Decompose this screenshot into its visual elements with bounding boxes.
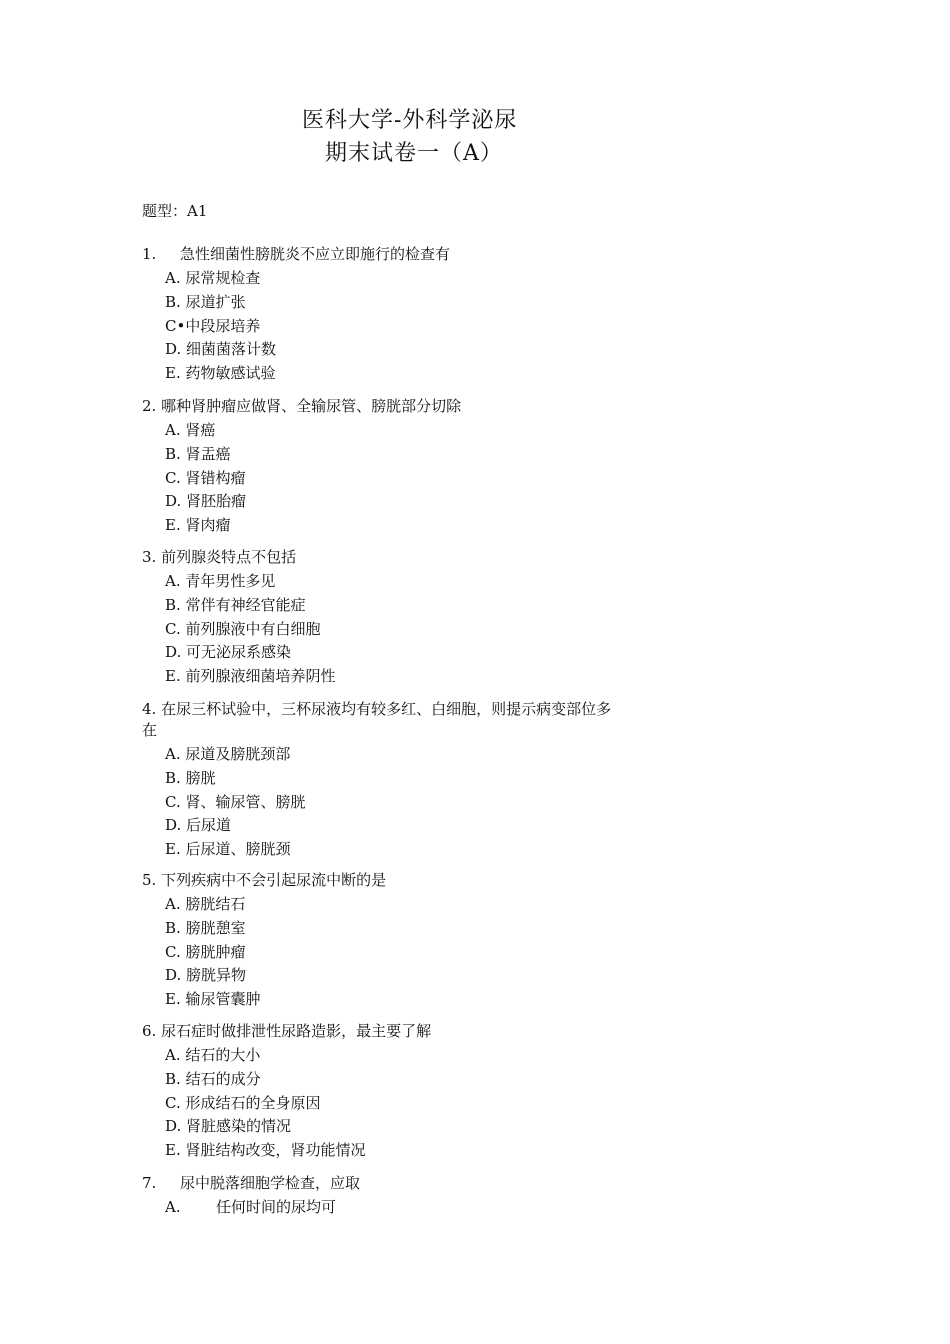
- question-type-label: 题型：A1: [142, 202, 208, 220]
- option-text: 尿道扩张: [185, 292, 246, 311]
- option-letter: E.: [165, 667, 181, 686]
- option-letter: D.: [165, 492, 182, 511]
- question-2: [142, 396, 682, 538]
- option-text: 膀胱肿瘤: [185, 942, 246, 961]
- option-a: [165, 743, 682, 767]
- option-letter: C.: [165, 1093, 181, 1112]
- option-text: 肾胚胎瘤: [186, 492, 247, 511]
- option-letter: A.: [165, 269, 181, 287]
- document-subtitle: 期末试卷一（A）: [325, 141, 503, 166]
- option-text: 后尿道: [186, 816, 232, 835]
- option-letter: B.: [165, 1069, 181, 1088]
- option-text: 可无泌尿系感染: [186, 643, 292, 662]
- question-stem: [142, 1173, 682, 1194]
- option-text: 结石的成分: [185, 1069, 261, 1088]
- option-text: 膀胱: [185, 768, 216, 787]
- question-number: 3.: [142, 548, 157, 566]
- option-list: [142, 1196, 682, 1220]
- option-e: [165, 665, 682, 689]
- option-e: [165, 988, 682, 1012]
- question-stem: [142, 244, 682, 265]
- option-letter: B.: [165, 768, 181, 787]
- option-letter: D.: [165, 966, 182, 985]
- question-7: [142, 1173, 682, 1220]
- option-b: [165, 594, 682, 618]
- option-list: [142, 570, 682, 689]
- option-c: [165, 618, 682, 642]
- option-a: [165, 1196, 682, 1220]
- option-b: [165, 767, 682, 791]
- question-text: 在尿三杯试验中，三杯尿液均有较多红、白细胞，则提示病变部位多: [161, 700, 612, 718]
- option-letter: D.: [165, 1117, 182, 1136]
- option-a: [165, 1044, 682, 1068]
- option-e: [165, 838, 682, 862]
- question-text: 急性细菌性膀胱炎不应立即施行的检查有: [180, 245, 451, 263]
- option-d: [165, 814, 682, 838]
- question-stem: [142, 396, 682, 417]
- option-e: [165, 514, 682, 538]
- question-6: [142, 1021, 682, 1163]
- question-number: 6.: [142, 1022, 157, 1040]
- option-text: 尿常规检查: [185, 269, 261, 287]
- option-text: 输尿管囊肿: [185, 990, 261, 1009]
- option-text: 形成结石的全身原因: [185, 1093, 321, 1112]
- option-text: 青年男性多见: [185, 572, 276, 590]
- option-letter: E.: [165, 840, 181, 859]
- question-4: [142, 699, 682, 862]
- option-letter: A.: [165, 745, 181, 763]
- option-letter: B.: [165, 595, 181, 614]
- option-letter: E.: [165, 1141, 181, 1160]
- option-text: 结石的大小: [185, 1046, 261, 1064]
- option-letter: E.: [165, 516, 181, 535]
- option-text: 药物敏感试验: [185, 364, 276, 383]
- option-d: [165, 641, 682, 665]
- option-d: [165, 964, 682, 988]
- option-text: 肾盂癌: [185, 444, 231, 463]
- option-list: [142, 893, 682, 1012]
- question-3: [142, 547, 682, 689]
- option-letter: D.: [165, 643, 182, 662]
- option-letter: B.: [165, 292, 181, 311]
- option-letter: C.: [165, 792, 181, 811]
- option-c: [165, 467, 682, 491]
- question-5: [142, 870, 682, 1012]
- option-text: 细菌菌落计数: [186, 340, 277, 359]
- question-number: 2.: [142, 397, 157, 415]
- option-list: [142, 743, 682, 862]
- option-c: [165, 791, 682, 815]
- question-text: 下列疾病中不会引起尿流中断的是: [161, 871, 387, 889]
- option-text: 肾癌: [185, 421, 216, 439]
- question-stem: [142, 870, 682, 891]
- option-b: [165, 443, 682, 467]
- option-text: 膀胱结石: [185, 895, 246, 913]
- option-letter: A.: [165, 895, 181, 913]
- question-text: 前列腺炎特点不包括: [161, 548, 297, 566]
- option-letter: C.: [165, 468, 181, 487]
- option-text: 常伴有神经官能症: [185, 595, 306, 614]
- option-e: [165, 1139, 682, 1163]
- question-1: [142, 244, 682, 386]
- option-letter: D.: [165, 340, 182, 359]
- option-letter: C.: [165, 942, 181, 961]
- option-text: 中段尿培养: [185, 316, 261, 335]
- option-text: 前列腺液细菌培养阴性: [185, 667, 336, 686]
- option-text: 膀胱异物: [186, 966, 247, 985]
- option-letter: C.: [165, 619, 181, 638]
- question-number: 5.: [142, 871, 157, 889]
- option-a: [165, 419, 682, 443]
- option-list: [142, 1044, 682, 1163]
- option-c: [165, 1092, 682, 1116]
- question-stem: [142, 547, 682, 568]
- option-a: [165, 893, 682, 917]
- question-number: 7.: [142, 1174, 157, 1192]
- question-text: 哪种肾肿瘤应做肾、全输尿管、膀胱部分切除: [161, 397, 462, 415]
- question-text: 尿石症时做排泄性尿路造影，最主要了解: [161, 1022, 432, 1040]
- document-title: 医科大学-外科学泌尿: [302, 108, 518, 133]
- option-letter: A.: [165, 1046, 181, 1064]
- option-text: 肾脏结构改变，肾功能情况: [185, 1141, 366, 1160]
- option-text: 肾错构瘤: [185, 468, 246, 487]
- option-c: [165, 315, 682, 339]
- option-letter: E.: [165, 990, 181, 1009]
- option-a: [165, 267, 682, 291]
- option-text: 肾肉瘤: [185, 516, 231, 535]
- question-number: 1.: [142, 245, 157, 263]
- option-b: [165, 917, 682, 941]
- option-letter: E.: [165, 364, 181, 383]
- option-letter: D.: [165, 816, 182, 835]
- option-text: 任何时间的尿均可: [216, 1198, 337, 1216]
- option-d: [165, 1115, 682, 1139]
- option-text: 膀胱憩室: [185, 918, 246, 937]
- question-text: 尿中脱落细胞学检查，应取: [180, 1174, 361, 1192]
- question-stem: [142, 699, 682, 741]
- option-letter: A.: [165, 1198, 181, 1216]
- option-letter: A.: [165, 572, 181, 590]
- question-number: 4.: [142, 700, 157, 718]
- option-text: 肾脏感染的情况: [186, 1117, 292, 1136]
- question-stem: [142, 1021, 682, 1042]
- option-letter: A.: [165, 421, 181, 439]
- option-e: [165, 362, 682, 386]
- option-text: 肾、输尿管、膀胱: [185, 792, 306, 811]
- option-list: [142, 267, 682, 386]
- option-letter: B.: [165, 918, 181, 937]
- option-c: [165, 941, 682, 965]
- option-d: [165, 490, 682, 514]
- option-d: [165, 338, 682, 362]
- question-text-continued: 在: [142, 721, 158, 739]
- option-text: 尿道及膀胱颈部: [185, 745, 291, 763]
- option-b: [165, 291, 682, 315]
- option-a: [165, 570, 682, 594]
- option-text: 前列腺液中有白细胞: [185, 619, 321, 638]
- option-letter: B.: [165, 444, 181, 463]
- option-b: [165, 1068, 682, 1092]
- option-text: 后尿道、膀胱颈: [185, 840, 291, 859]
- option-list: [142, 419, 682, 538]
- option-letter: C•: [165, 316, 186, 335]
